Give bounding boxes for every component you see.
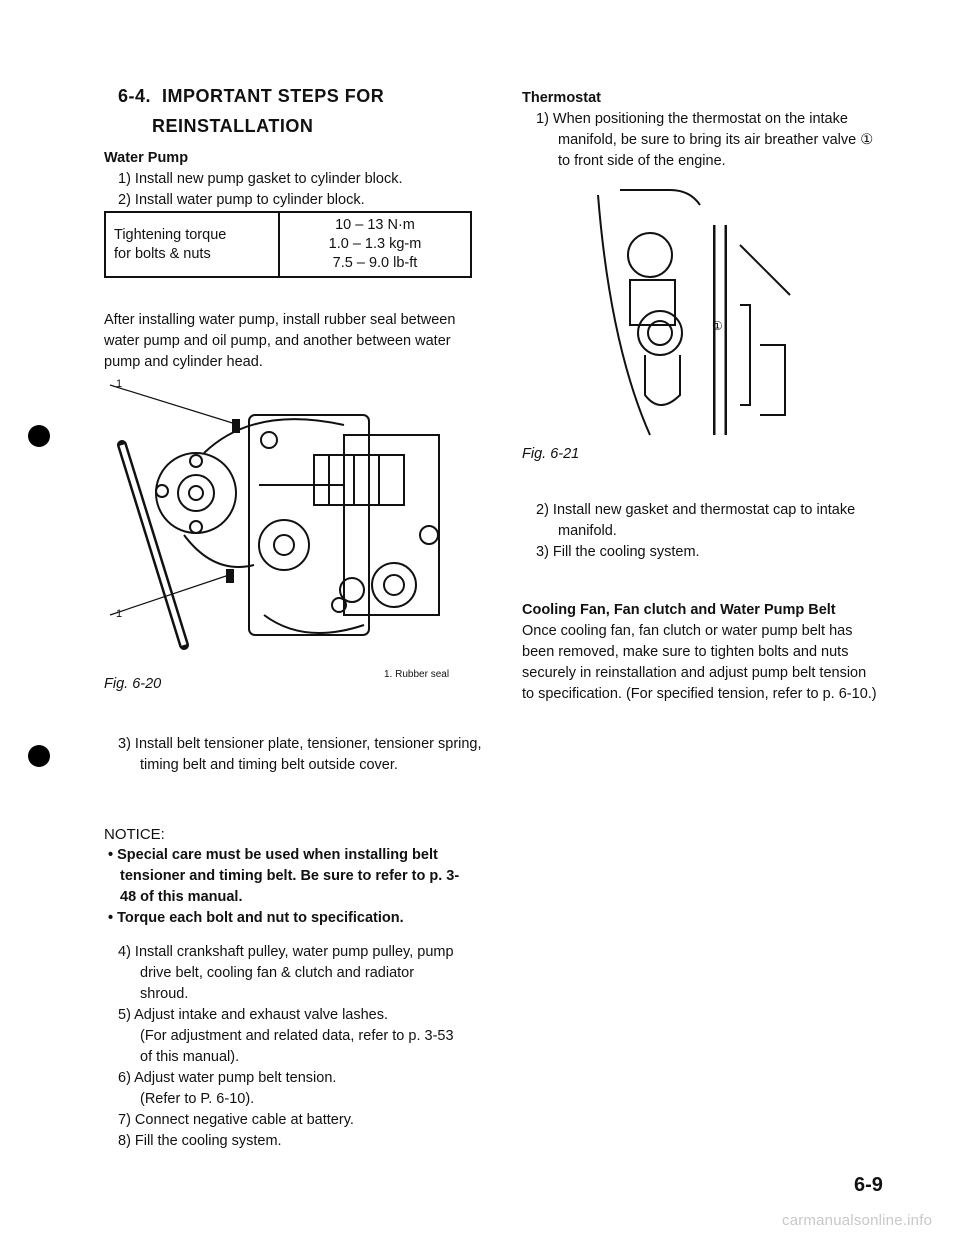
torque-table: [104, 211, 472, 278]
step6: 6) Adjust water pump belt tension.: [118, 1070, 337, 1086]
water-pump-step1: 1) Install new pump gasket to cylinder block.: [118, 171, 403, 187]
step6-note: (Refer to P. 6-10).: [140, 1091, 255, 1107]
watermark: carmanualsonline.info: [782, 1212, 933, 1229]
torque-label-line2: for bolts & nuts: [114, 245, 211, 262]
notice-bullet2: • Torque each bolt and nut to specification.: [108, 910, 404, 926]
step8: 8) Fill the cooling system.: [118, 1133, 282, 1149]
step5-note: (For adjustment and related data, refer to p. 3-53 of this manual).: [140, 1028, 454, 1065]
fig-6-21-illustration: [590, 185, 810, 445]
thermostat-step3: 3) Fill the cooling system.: [536, 544, 700, 560]
torque-kgm: 1.0 – 1.3 kg-m: [328, 236, 422, 252]
fig21-label: Fig. 6-21: [522, 446, 580, 462]
fig20-callout-top: 1: [116, 378, 123, 390]
fig20-label: Fig. 6-20: [104, 676, 162, 692]
step7: 7) Connect negative cable at battery.: [118, 1112, 354, 1128]
thermostat-heading: Thermostat: [522, 90, 601, 106]
binder-hole-2: [28, 745, 50, 767]
notice-bullet2-text: Torque each bolt and nut to specification.: [117, 910, 404, 926]
fig-6-20-illustration: [104, 375, 464, 655]
fig20-legend: 1. Rubber seal: [384, 669, 450, 680]
torque-nm: 10 – 13 N·m: [335, 217, 415, 233]
torque-lbft: 7.5 – 9.0 lb-ft: [332, 255, 418, 271]
binder-hole-1: [28, 425, 50, 447]
notice-bullet1: • Special care must be used when installing belt tensioner and timing belt. Be sure to refer to p. 3-48 of this manual.: [108, 847, 460, 905]
step4: 4) Install crankshaft pulley, water pump pulley, pump drive belt, cooling fan & clutch and radiator shroud.: [118, 944, 454, 1002]
section-title-line1: IMPORTANT STEPS FOR: [162, 86, 385, 106]
section-number: 6-4.: [118, 86, 152, 106]
notice-block: [104, 824, 464, 929]
torque-label-cell: [105, 212, 279, 277]
water-pump-step2: 2) Install water pump to cylinder block.: [118, 192, 365, 208]
water-pump-heading: Water Pump: [104, 150, 189, 166]
section-heading: [118, 86, 384, 107]
steps-after-block: [118, 942, 464, 1152]
notice-heading: NOTICE:: [104, 826, 165, 843]
torque-value-cell: [279, 212, 471, 277]
torque-label-line1: Tightening torque: [114, 226, 227, 243]
notice-bullet1-text: Special care must be used when installing belt tensioner and timing belt. Be sure to refer to p. 3-48 of this manual.: [117, 847, 460, 905]
thermostat-step2: 2) Install new gasket and thermostat cap to intake manifold.: [536, 502, 856, 539]
svg-text:①: ①: [712, 319, 723, 333]
water-pump-block: [104, 148, 464, 211]
thermostat-block: [522, 88, 882, 172]
section-title-line2: REINSTALLATION: [152, 116, 314, 136]
fan-block: [522, 600, 882, 705]
fan-text: Once cooling fan, fan clutch or water pump belt has been removed, make sure to tighten bolts and nuts securely in reinstallation and adjust pump belt tension to specification. (For specified tension, refer to p. 6-10.): [522, 623, 877, 702]
step3-text: 3) Install belt tensioner plate, tensioner, tensioner spring, timing belt and timing belt outside cover.: [118, 736, 482, 773]
page-number: 6-9: [854, 1174, 883, 1196]
fig20-callout-bottom: 1: [116, 608, 123, 620]
fan-heading: Cooling Fan, Fan clutch and Water Pump Belt: [522, 602, 836, 618]
step5: 5) Adjust intake and exhaust valve lashes.: [118, 1007, 389, 1023]
thermostat-step1: 1) When positioning the thermostat on the intake manifold, be sure to bring its air breather valve ① to front side of the engine.: [536, 111, 874, 169]
thermostat-steps: [536, 500, 882, 563]
after-install-text: After installing water pump, install rubber seal between water pump and oil pump, and another between water pump and cylinder head.: [104, 312, 456, 370]
